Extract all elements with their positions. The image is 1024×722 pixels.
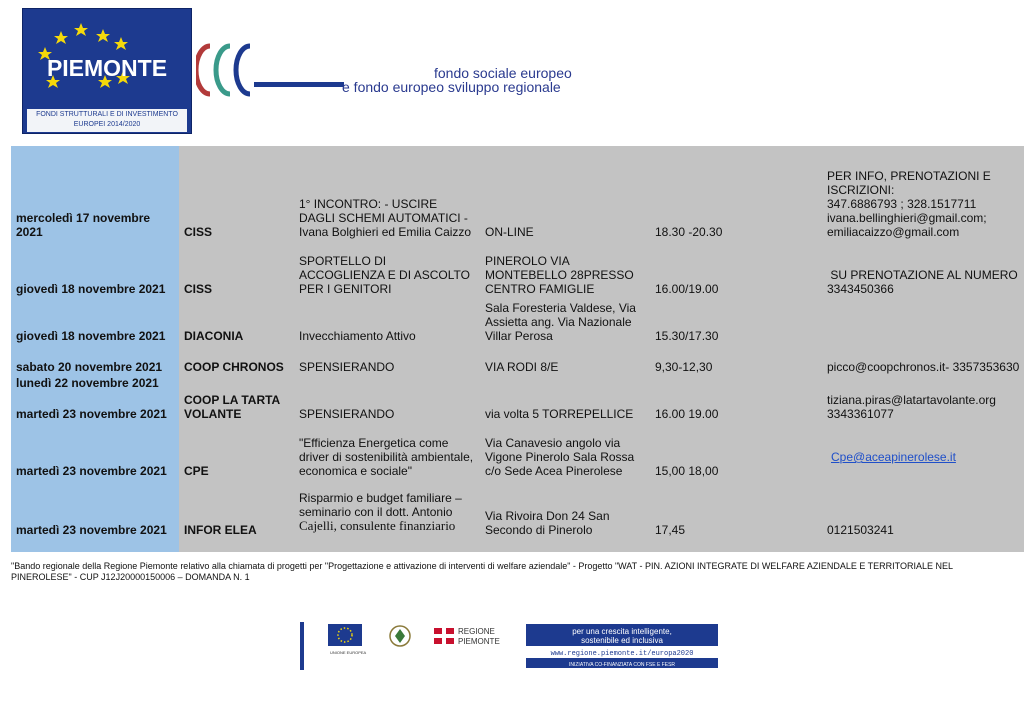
event-organizer: INFOR ELEA	[184, 523, 257, 537]
event-time: 9,30-12,30	[655, 360, 713, 374]
events-table	[11, 146, 1024, 552]
event-activity: Risparmio e budget familiare – seminario con il dott. Antonio Cajelli, consulente finanziario	[299, 491, 462, 533]
svg-text:INIZIATIVA CO-FINANZIATA CON F: INIZIATIVA CO-FINANZIATA CON FSE E FESR	[568, 662, 676, 668]
event-activity: "Efficienza Energetica come driver di sostenibilità ambientale, economica e sociale"	[299, 436, 474, 478]
event-date: giovedì 18 novembre 2021	[16, 329, 166, 343]
event-date: lunedì 22 novembre 2021	[16, 376, 159, 390]
event-time: 15.30/17.30	[655, 329, 719, 343]
piemonte-logo	[22, 8, 192, 134]
event-date: martedì 23 novembre 2021	[16, 464, 167, 478]
event-date: martedì 23 novembre 2021	[16, 407, 167, 421]
event-location: ON-LINE	[485, 225, 534, 239]
event-date: mercoledì 17 novembre 2021	[16, 211, 151, 239]
event-activity: SPENSIERANDO	[299, 407, 395, 421]
svg-text:PIEMONTE: PIEMONTE	[458, 637, 500, 646]
bottom-logo-strip	[300, 620, 720, 672]
event-organizer: COOP CHRONOS	[184, 360, 284, 374]
fund-line-2: e fondo europeo sviluppo regionale	[342, 79, 561, 95]
event-time: 17,45	[655, 523, 686, 537]
event-activity: 1° INCONTRO: - USCIRE DAGLI SCHEMI AUTOMATICI - Ivana Bolghieri ed Emilia Caizzo	[299, 197, 472, 239]
event-organizer: CISS	[184, 225, 213, 239]
event-location: Via Canavesio angolo via Vigone Pinerolo Sala Rossa c/o Sede Acea Pinerolese	[485, 436, 635, 478]
event-location: via volta 5 TORREPELLICE	[485, 407, 634, 421]
svg-text:www.regione.piemonte.it/europa: www.regione.piemonte.it/europa2020	[550, 650, 694, 658]
event-location: PINEROLO VIA MONTEBELLO 28PRESSO CENTRO FAMIGLIE	[485, 254, 634, 296]
contact-email-link[interactable]: Cpe@aceapinerolese.it	[831, 450, 956, 464]
event-date: sabato 20 novembre 2021	[16, 360, 163, 374]
event-activity: SPENSIERANDO	[299, 360, 395, 374]
region-logo-name: PIEMONTE	[46, 55, 168, 81]
eu-stars-icon	[23, 9, 193, 99]
event-organizer: CPE	[184, 464, 209, 478]
event-contact: tiziana.piras@latartavolante.org 3343361077	[827, 393, 996, 421]
event-contact: 0121503241	[827, 523, 894, 537]
event-activity: SPORTELLO DI ACCOGLIENZA E DI ASCOLTO PER I GENITORI	[299, 254, 470, 296]
event-organizer: DIACONIA	[184, 329, 244, 343]
event-contact: SU PRENOTAZIONE AL NUMERO 3343450366	[827, 268, 1018, 296]
region-logo-subtitle: FONDI STRUTTURALI E DI INVESTIMENTO EUROPEI 2014/2020	[27, 109, 187, 132]
date-column	[11, 146, 179, 552]
svg-text:REGIONE: REGIONE	[458, 627, 495, 636]
svg-text:UNIONE EUROPEA: UNIONE EUROPEA	[330, 650, 367, 655]
event-date: giovedì 18 novembre 2021	[16, 282, 166, 296]
event-activity: Invecchiamento Attivo	[299, 329, 416, 343]
event-date: martedì 23 novembre 2021	[16, 523, 167, 537]
event-time: 15,00 18,00	[655, 464, 719, 478]
event-time: 16.00/19.00	[655, 282, 719, 296]
event-contact: picco@coopchronos.it- 3357353630	[827, 360, 1020, 374]
fund-line-1: fondo sociale europeo	[434, 65, 572, 81]
event-time: 18.30 -20.30	[655, 225, 723, 239]
event-location: Via Rivoira Don 24 San Secondo di Pinerolo	[485, 509, 610, 537]
funding-footnote: "Bando regionale della Regione Piemonte relativo alla chiamata di progetti per "Progettazione e attivazione di interventi di welfare aziendale" - Progetto "WAT - PIN. AZIONI INTEGRATE DI WELFARE AZIENDALE E TERRITORIALE NEL PINEROLESE" - CUP J12J20000150006 – DOMANDA N. 1	[11, 561, 953, 582]
event-contact: PER INFO, PRENOTAZIONI E ISCRIZIONI: 347.6886793 ; 328.1517711 ivana.bellinghieri@gmail.com; emiliacaizzo@gmail.com	[827, 169, 991, 239]
event-organizer: COOP LA TARTA VOLANTE	[184, 393, 280, 421]
event-location: VIA RODI 8/E	[485, 360, 559, 374]
svg-text:sostenibile ed inclusiva: sostenibile ed inclusiva	[581, 636, 663, 645]
fund-title	[342, 66, 572, 94]
event-location: Sala Foresteria Valdese, Via Assietta ang. Via Nazionale Villar Perosa	[485, 301, 636, 343]
event-organizer: CISS	[184, 282, 213, 296]
event-time: 16.00 19.00	[655, 407, 719, 421]
svg-text:per una crescita intelligente,: per una crescita intelligente,	[572, 627, 672, 636]
